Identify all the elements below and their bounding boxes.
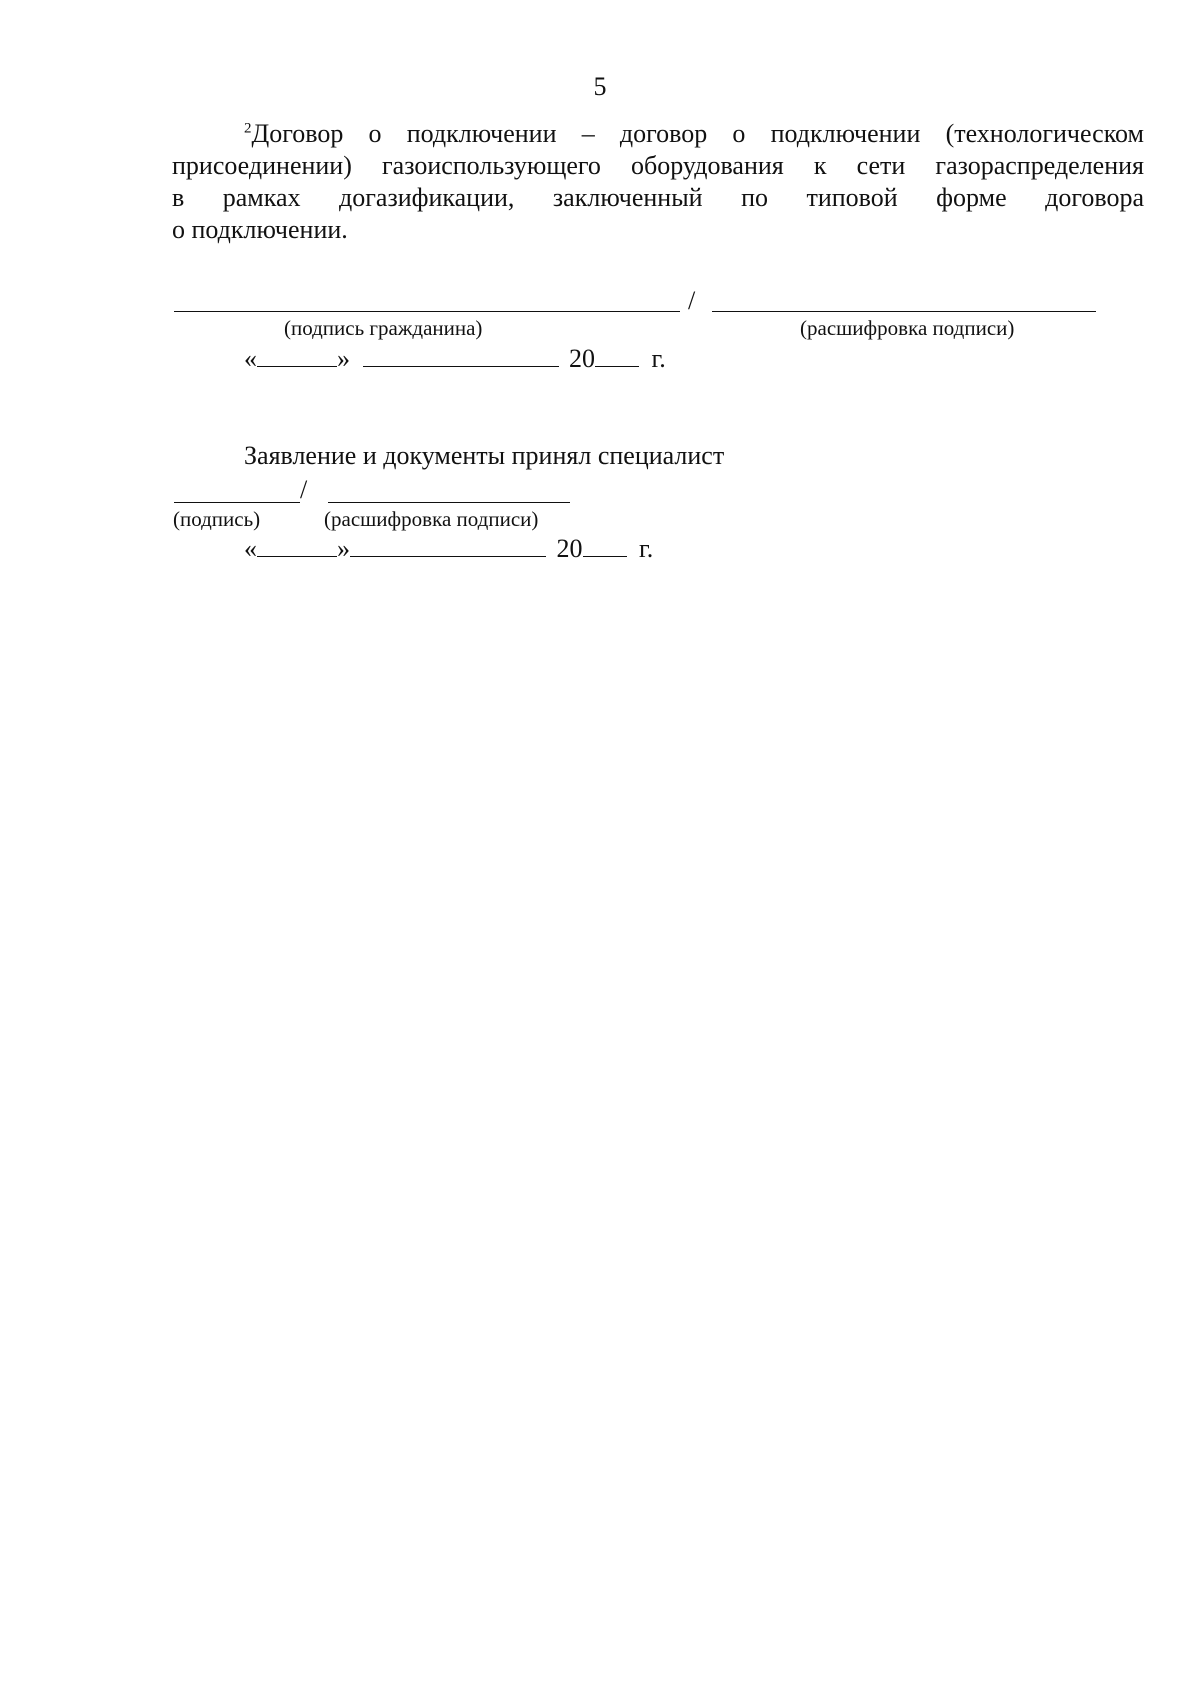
footnote — [172, 118, 1144, 246]
date-year-suffix: г. — [639, 534, 654, 563]
date-year-prefix: 20 — [569, 344, 595, 373]
specialist-heading: Заявление и документы принял специалист — [244, 441, 725, 470]
citizen-decoding-line[interactable] — [712, 311, 1096, 312]
date-year-prefix: 20 — [556, 534, 583, 563]
footnote-line-2: присоединении) газоиспользующего оборудования к сети газораспределения — [172, 151, 1144, 180]
date-year-suffix: г. — [651, 344, 666, 373]
date-open-quote: « — [244, 534, 257, 563]
date-year-field[interactable] — [595, 344, 639, 367]
page-number: 5 — [593, 72, 607, 101]
footnote-line-3: в рамках догазификации, заключенный по типовой форме договора — [172, 183, 1144, 212]
specialist-decoding-line[interactable] — [328, 502, 570, 503]
date-open-quote: « — [244, 344, 257, 373]
date-month-field[interactable] — [363, 344, 559, 367]
specialist-signature-caption: (подпись) — [173, 507, 261, 531]
citizen-signature-separator: / — [688, 286, 696, 315]
footnote-line-4: о подключении. — [172, 215, 348, 244]
citizen-signature-line[interactable] — [174, 311, 680, 312]
specialist-signature-line[interactable] — [174, 502, 300, 503]
citizen-date-row — [244, 344, 666, 374]
specialist-date-row — [244, 534, 653, 564]
date-close-quote: » — [337, 534, 350, 563]
footnote-marker: 2 — [244, 120, 252, 137]
date-day-field[interactable] — [257, 534, 337, 557]
date-year-field[interactable] — [583, 534, 627, 557]
specialist-decoding-caption: (расшифровка подписи) — [324, 507, 539, 531]
date-close-quote: » — [337, 344, 350, 373]
date-month-field[interactable] — [350, 534, 546, 557]
date-day-field[interactable] — [257, 344, 337, 367]
citizen-decoding-caption: (расшифровка подписи) — [800, 316, 1015, 340]
citizen-signature-caption: (подпись гражданина) — [284, 316, 483, 340]
footnote-line-1: $^2$Договор о подключении – договор о подключении (технологическом — [244, 119, 1144, 148]
specialist-signature-separator: / — [300, 475, 308, 504]
